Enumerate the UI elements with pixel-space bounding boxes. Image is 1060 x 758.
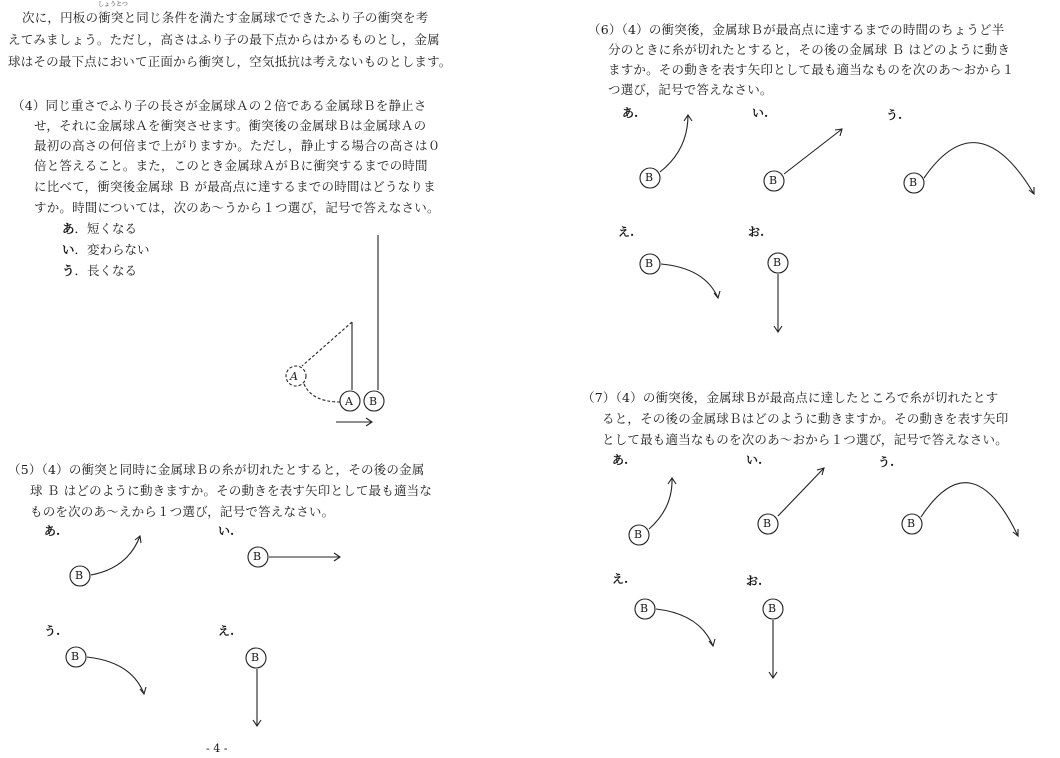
q4-option-b-mark: い [62, 242, 75, 257]
q4-option-c-mark: う [62, 263, 75, 278]
intro-line-3: 球はその最下点において正面から衝突し，空気抵抗は考えないものとします。 [8, 54, 452, 69]
q7-d-arrow [656, 609, 713, 646]
q6-label-d: え. [618, 225, 635, 239]
q7-c-ball-label: B [907, 517, 916, 530]
q6-b-ball-label: B [769, 174, 778, 187]
q7-label-c: う. [878, 455, 895, 469]
q5-b-ball-label: B [253, 550, 262, 563]
q7-a-arrow [649, 478, 672, 529]
q7-b-arrow [778, 468, 824, 516]
q6-d-ball-label: B [645, 257, 654, 270]
q7-line-3: として最も適当なものを次のあ～おから１つ選び，記号で答えなさい。 [602, 432, 1008, 447]
q5-label-d: え. [218, 624, 235, 638]
q6-line-4: つ選び，記号で答えなさい。 [608, 82, 773, 97]
q6-line-1: （6）（4）の衝突後，金属球Ｂが最高点に達するまでの時間のちょうど半 [588, 22, 1005, 37]
q4-line-1: （4）同じ重さでふり子の長さが金属球Ａの２倍である金属球Ｂを静止さ [12, 98, 427, 113]
ball-b-label: B [369, 395, 378, 408]
q7-c-arrow [921, 483, 1018, 536]
q5-label-a: あ. [44, 524, 61, 538]
q6-label-c: う. [886, 108, 903, 122]
q7-label-e: お. [746, 574, 763, 588]
q7-line-1: （7）（4）の衝突後，金属球Ｂが最高点に達したところで糸が切れたとす [582, 390, 999, 405]
q5-label-b: い. [218, 524, 235, 538]
q7-label-d: え. [612, 572, 629, 586]
q7-e-ball-label: B [768, 602, 777, 615]
q7-d-ball-label: B [640, 602, 649, 615]
q7-label-b: い. [746, 453, 763, 467]
q4-line-3: 最初の高さの何倍まで上がりますか。ただし，静止する場合の高さは０ [34, 138, 441, 153]
q5-line-3: ものを次のあ～えから１つ選び，記号で答えなさい。 [30, 504, 335, 519]
q5-a-ball-label: B [75, 569, 84, 582]
q6-c-ball-label: B [909, 176, 918, 189]
q6-e-ball-label: B [773, 256, 782, 269]
q4-option-c-text: ．長くなる [74, 263, 138, 278]
q7-label-a: あ. [612, 453, 629, 467]
q6-a-ball-label: B [645, 171, 654, 184]
q6-label-a: あ. [622, 106, 639, 120]
q7-a-ball-label: B [634, 528, 643, 541]
furigana: しょうとつ [98, 1, 128, 8]
ball-a-raised-label: A [290, 370, 298, 383]
q5-c-ball-label: B [71, 650, 80, 663]
q4-option-b-text: ．変わらない [74, 242, 150, 257]
q5-line-2: 球 Ｂ はどのように動きますか。その動きを表す矢印として最も適当な [30, 483, 433, 498]
q4-line-5: に比べて，衝突後金属球 Ｂ が最高点に達するまでの時間はどうなりま [34, 179, 436, 194]
q6-label-e: お. [748, 225, 765, 239]
ball-a-label: A [345, 395, 353, 408]
q4-line-6: すか。時間については，次のあ～うから１つ選び，記号で答えなさい。 [34, 200, 440, 215]
q4-option-a-mark: あ [62, 221, 75, 236]
q6-line-2: 分のときに糸が切れたとすると，その後の金属球 Ｂ はどのように動き [608, 42, 1011, 57]
q5-label-c: う. [44, 624, 61, 638]
q5-line-1: （5）（4）の衝突と同時に金属球Ｂの糸が切れたとすると，その後の金属 [8, 462, 425, 477]
q6-line-3: ますか。その動きを表す矢印として最も適当なものを次のあ～おから１ [608, 62, 1015, 77]
q5-d-ball-label: B [251, 651, 260, 664]
q4-line-4: 倍と答えること。また，このとき金属球ＡがＢに衝突するまでの時間 [34, 158, 428, 173]
q4-line-2: せ，それに金属球Ａを衝突させます。衝突後の金属球Ｂは金属球Ａの [34, 118, 427, 133]
intro-line-1: 次に，円板の衝突と同じ条件を満たす金属球でできたふり子の衝突を考 [22, 10, 429, 25]
intro-line-2: えてみましょう。ただし，高さはふり子の最下点からはかるものとし，金属 [8, 32, 440, 47]
q7-line-2: ると，その後の金属球Ｂはどのように動きますか。その動きを表す矢印 [602, 411, 1009, 426]
q4-option-a-text: ．短くなる [74, 221, 138, 236]
page-number: - 4 - [206, 742, 228, 755]
q7-b-ball-label: B [763, 517, 772, 530]
q6-label-b: い. [752, 106, 769, 120]
